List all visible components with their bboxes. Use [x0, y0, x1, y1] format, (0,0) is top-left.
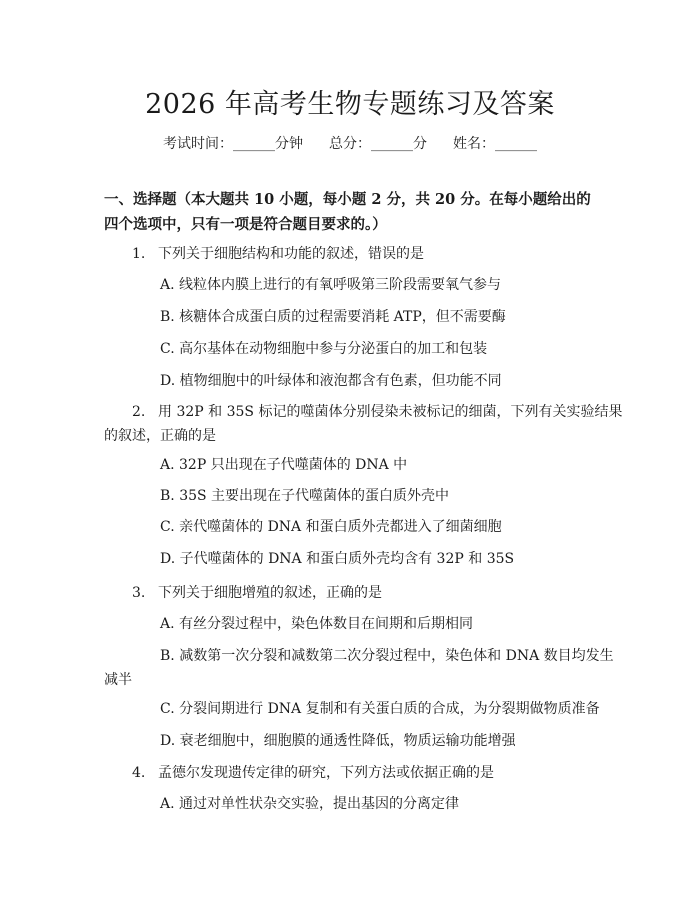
question-stem: 用 32P 和 35S 标记的噬菌体分别侵染未被标记的细菌，下列有关实验结果: [158, 404, 623, 420]
question-3-option-b: B. 减数第一次分裂和减数第二次分裂过程中，染色体和 DNA 数目均发生: [160, 648, 614, 664]
question-1-option-a: A. 线粒体内膜上进行的有氧呼吸第三阶段需要氧气参与: [160, 277, 502, 293]
question-number: 4.: [132, 765, 146, 781]
question-stem: 下列关于细胞结构和功能的叙述，错误的是: [158, 246, 424, 262]
page-title: 2026 年高考生物专题练习及答案: [145, 89, 555, 120]
question-2-option-a: A. 32P 只出现在子代噬菌体的 DNA 中: [160, 457, 408, 473]
question-2-option-d: D. 子代噬菌体的 DNA 和蛋白质外壳均含有 32P 和 35S: [160, 551, 515, 567]
question-1-option-d: D. 植物细胞中的叶绿体和液泡都含有色素，但功能不同: [160, 373, 502, 389]
question-2-stem-continued: 的叙述，正确的是: [104, 428, 216, 444]
question-stem: 下列关于细胞增殖的叙述，正确的是: [158, 585, 382, 601]
question-4-option-a: A. 通过对单性状杂交实验，提出基因的分离定律: [160, 796, 460, 812]
section-heading: 一、选择题（本大题共 10 小题，每小题 2 分，共 20 分。在每小题给出的四个选项中，只有一项是符合题目要求的。）: [104, 191, 591, 233]
question-2-option-b: B. 35S 主要出现在子代噬菌体的蛋白质外壳中: [160, 488, 450, 504]
question-3-option-a: A. 有丝分裂过程中，染色体数目在间期和后期相同: [160, 616, 474, 632]
question-3-option-b-continued: 减半: [104, 672, 132, 688]
question-2: [132, 402, 622, 422]
question-3-option-c: C. 分裂间期进行 DNA 复制和有关蛋白质的合成，为分裂期做物质准备: [160, 701, 600, 717]
question-number: 3.: [132, 585, 146, 601]
question-1-option-b: B. 核糖体合成蛋白质的过程需要消耗 ATP，但不需要酶: [160, 309, 506, 325]
question-number: 1.: [132, 246, 146, 262]
question-4: [132, 763, 494, 783]
question-stem: 孟德尔发现遗传定律的研究，下列方法或依据正确的是: [158, 765, 494, 781]
question-number: 2.: [132, 404, 146, 420]
question-2-option-c: C. 亲代噬菌体的 DNA 和蛋白质外壳都进入了细菌细胞: [160, 519, 502, 535]
total-score-field: 总分：______分: [329, 136, 427, 152]
question-3-option-d: D. 衰老细胞中，细胞膜的通透性降低，物质运输功能增强: [160, 733, 516, 749]
question-3: [132, 583, 382, 603]
question-1-option-c: C. 高尔基体在动物细胞中参与分泌蛋白的加工和包装: [160, 341, 488, 357]
question-1: [132, 244, 424, 264]
exam-time-field: 考试时间：______分钟: [163, 136, 303, 152]
student-name-field: 姓名：______: [453, 136, 537, 152]
exam-meta: [0, 133, 700, 153]
